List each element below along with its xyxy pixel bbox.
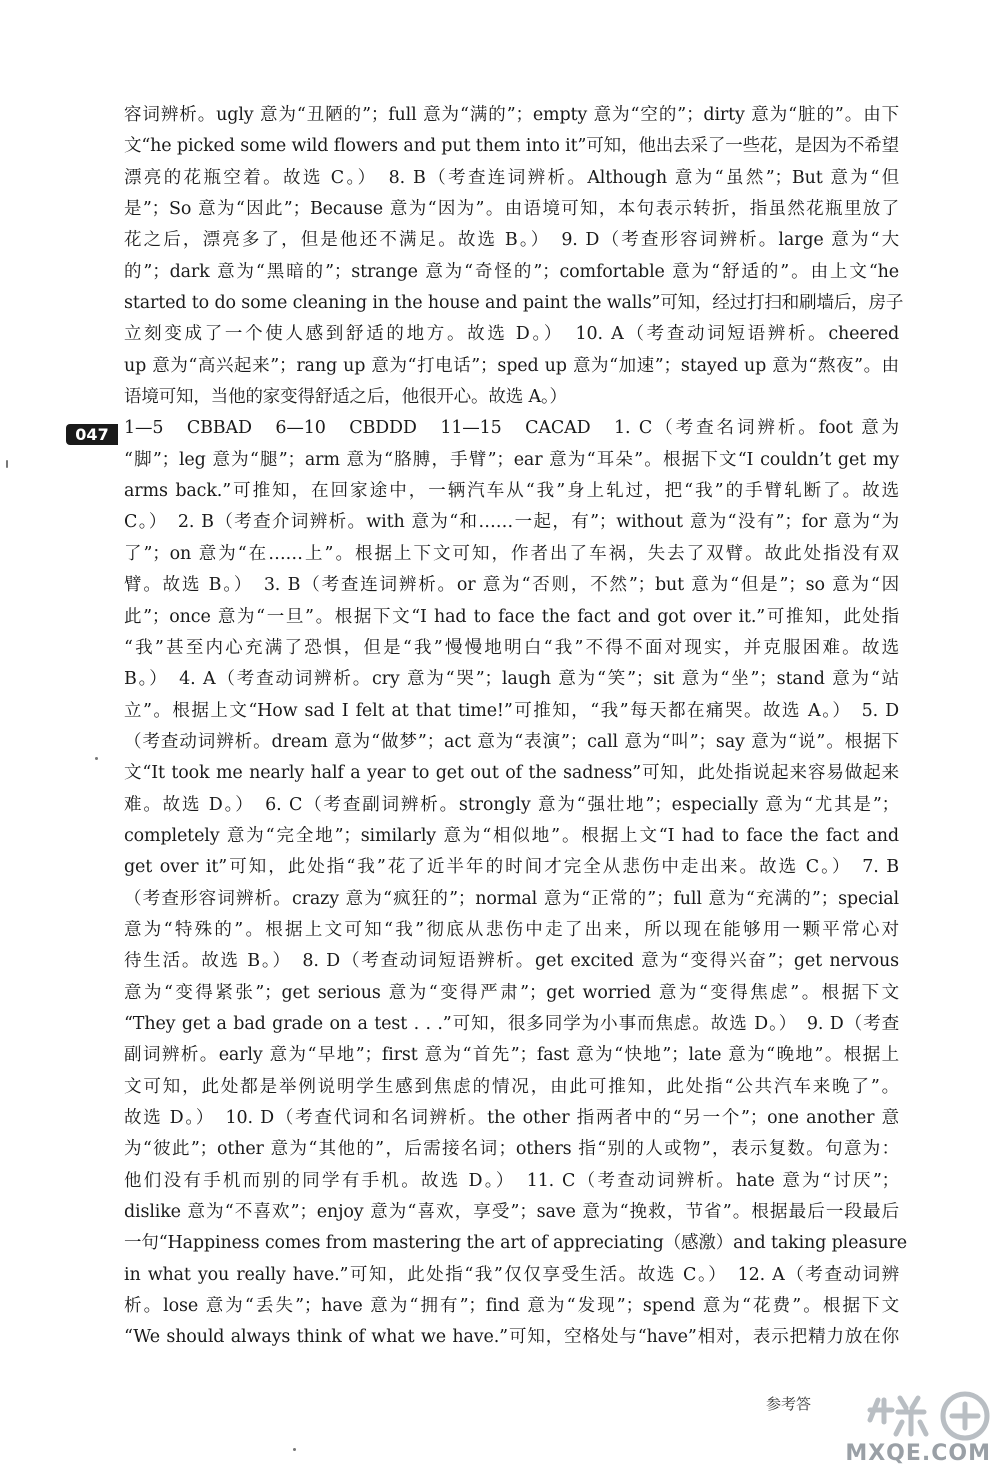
text-line: arms back.”可推知，在回家途中，一辆汽车从“我”身上轧过，把“我”的手臂轧断了。故选 xyxy=(124,481,899,502)
text-line: 臂。故选 B。） 3. B（考查连词辨析。or 意为“否则，不然”；but 意为“但是”；so 意为“因 xyxy=(124,575,899,596)
text-line: 为“彼此”；other 意为“其他的”，后需接名词；others 指“别的人或物”，表示复数。句意为： xyxy=(124,1139,899,1160)
text-line: 漂亮的花瓶空着。故选 C。） 8. B（考查连词辨析。Although 意为“虽然”；But 意为“但 xyxy=(124,167,899,188)
text-line: “We should always think of what we have.”可知，空格处与“have”相对，表示把精力放在你 xyxy=(124,1327,899,1348)
text-line: 文“It took me nearly half a year to get out of the sadness”可知，此处指说起来容易做起来 xyxy=(124,763,899,784)
page-marker-badge: 047 xyxy=(66,424,118,445)
text-line: 文“he picked some wild flowers and put them into it”可知，他出去采了一些花，是因为不希望 xyxy=(124,136,899,157)
text-line: completely 意为“完全地”；similarly 意为“相似地”。根据上文“I had to face the fact and xyxy=(124,825,899,846)
text-line: 立刻变成了一个使人感到舒适的地方。故选 D。） 10. A（考查动词短语辨析。cheered xyxy=(124,324,899,345)
text-line: 意为“特殊的”。根据上文可知“我”彻底从悲伤中走了出来，所以现在能够用一颗平常心对 xyxy=(124,919,899,940)
watermark xyxy=(800,1386,995,1468)
text-line: 1—5 CBBAD 6—10 CBDDD 11—15 CACAD 1. C（考查名词辨析。foot 意为 xyxy=(124,418,899,439)
watermark-text: MXQE.COM xyxy=(845,1441,991,1466)
footer-label: 参考答 xyxy=(766,1395,812,1413)
text-line: dislike 意为“不喜欢”；enjoy 意为“喜欢，享受”；save 意为“挽救，节省”。根据最后一段最后 xyxy=(124,1202,899,1223)
text-line: 容词辨析。ugly 意为“丑陋的”；full 意为“满的”；empty 意为“空的”；dirty 意为“脏的”。由下 xyxy=(124,105,899,125)
answer-text-body xyxy=(124,100,907,1354)
text-line: started to do some cleaning in the house and paint the walls”可知，经过打扫和刷墙后，房子 xyxy=(124,293,904,314)
text-line: 一句“Happiness comes from mastering the art of appreciating（感激）and taking pleasure xyxy=(124,1233,907,1254)
text-line: in what you really have.”可知，此处指“我”仅仅享受生活。故选 C。） 12. A（考查动词辨 xyxy=(124,1264,899,1285)
text-line: 立”。根据上文“How sad I felt at that time!”可推知，“我”每天都在痛哭。故选 A。） 5. D xyxy=(124,700,899,721)
text-line: B。） 4. A（考查动词辨析。cry 意为“哭”；laugh 意为“笑”；sit 意为“坐”；stand 意为“站 xyxy=(124,669,899,690)
text-line: 是”；So 意为“因此”；Because 意为“因为”。由语境可知，本句表示转折，指虽然花瓶里放了 xyxy=(124,199,899,220)
text-line: 此”；once 意为“一旦”。根据下文“I had to face the fact and got over it.”可推知，此处指 xyxy=(124,606,899,627)
text-line: get over it”可知，此处指“我”花了近半年的时间才完全从悲伤中走出来。故选 C。） 7. B xyxy=(124,857,899,878)
text-line: up 意为“高兴起来”；rang up 意为“打电话”；sped up 意为“加速”；stayed up 意为“熬夜”。由 xyxy=(124,355,899,376)
text-line: 的”；dark 意为“黑暗的”；strange 意为“奇怪的”；comfortable 意为“舒适的”。由上文“he xyxy=(124,261,899,282)
text-line: （考查形容词辨析。crazy 意为“疯狂的”；normal 意为“正常的”；full 意为“充满的”；special xyxy=(124,888,899,909)
text-line: 副词辨析。early 意为“早地”；first 意为“首先”；fast 意为“快地”；late 意为“晚地”。根据上 xyxy=(124,1045,899,1066)
text-line: 析。lose 意为“丢失”；have 意为“拥有”；find 意为“发现”；spend 意为“花费”。根据下文 xyxy=(124,1296,899,1317)
text-line: 故选 D。） 10. D（考查代词和名词辨析。the other 指两者中的“另一个”；one another 意 xyxy=(124,1108,899,1128)
text-line: “脚”；leg 意为“腿”；arm 意为“胳膊，手臂”；ear 意为“耳朵”。根据下文“I couldn’t get my xyxy=(124,449,899,470)
text-line: 语境可知，当他的家变得舒适之后，他很开心。故选 A。） xyxy=(124,387,567,408)
scan-speck xyxy=(293,1448,296,1451)
text-line: （考查动词辨析。dream 意为“做梦”；act 意为“表演”；call 意为“叫”；say 意为“说”。根据下 xyxy=(124,731,899,752)
text-line: 花之后，漂亮多了，但是他还不满足。故选 B。） 9. D（考查形容词辨析。large 意为“大 xyxy=(124,230,899,251)
text-line: 他们没有手机而别的同学有手机。故选 D。） 11. C（考查动词辨析。hate 意为“讨厌”； xyxy=(124,1170,899,1191)
text-line: 待生活。故选 B。） 8. D（考查动词短语辨析。get excited 意为“变得兴奋”；get nervous xyxy=(124,951,899,972)
text-line: “我”甚至内心充满了恐惧，但是“我”慢慢地明白“我”不得不面对现实，并克服困难。故选 xyxy=(124,637,899,658)
text-line: 了”；on 意为“在……上”。根据上下文可知，作者出了车祸，失去了双臂。故此处指没有双 xyxy=(124,543,899,564)
text-line: 意为“变得紧张”；get serious 意为“变得严肃”；get worried 意为“变得焦虑”。根据下文 xyxy=(124,982,899,1003)
scan-mark xyxy=(6,460,8,468)
text-line: 难。故选 D。） 6. C（考查副词辨析。strongly 意为“强壮地”；especially 意为“尤其是”； xyxy=(124,794,899,815)
text-line: 文可知，此处都是举例说明学生感到焦虑的情况，由此可推知，此处指“公共汽车来晚了”。 xyxy=(124,1076,899,1097)
text-line: C。） 2. B（考查介词辨析。with 意为“和……一起，有”；without 意为“没有”；for 意为“为 xyxy=(124,512,899,533)
scan-speck xyxy=(95,757,98,760)
text-line: “They get a bad grade on a test . . .”可知，很多同学为小事而焦虑。故选 D。） 9. D（考查 xyxy=(124,1013,899,1034)
